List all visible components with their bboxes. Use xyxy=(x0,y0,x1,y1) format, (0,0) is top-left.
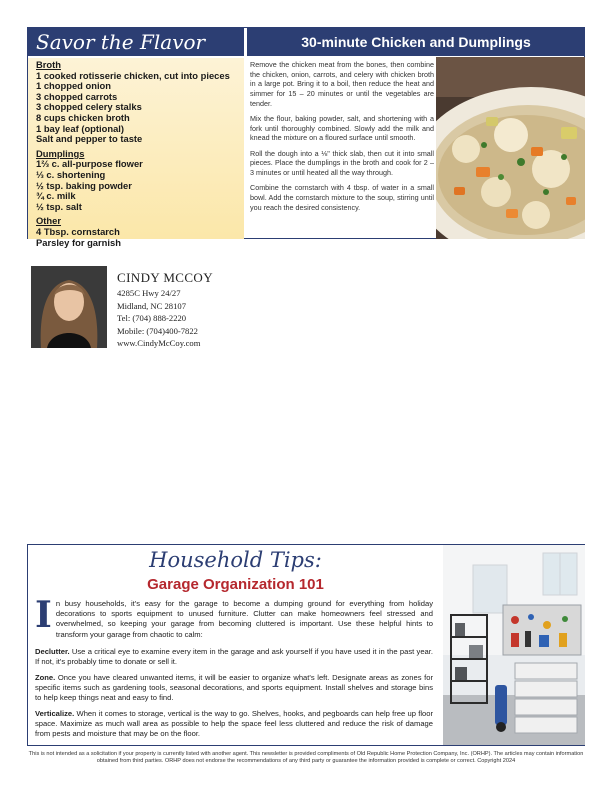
agent-address: 4285C Hwy 24/27 xyxy=(117,288,181,298)
tips-body xyxy=(35,594,433,745)
recipe-step: Roll the dough into a ⅛" thick slab, then cut it into small pieces. Place the dumplings in the broth and cook for 2 – 3 minutes or until heated all the way through. xyxy=(250,148,434,178)
ingredient-item: ¾ c. milk xyxy=(36,190,76,202)
garage-photo xyxy=(443,545,585,745)
tips-intro xyxy=(35,594,433,640)
agent-avatar xyxy=(31,266,107,348)
ingredient-item: ½ tsp. salt xyxy=(36,200,82,212)
tips-subtitle: Garage Organization 101 xyxy=(147,576,324,593)
recipe-step: Combine the cornstarch with 4 tbsp. of water in a small bowl. Add the cornstarch mixture to the soup, stirring until you reach the desired consistency. xyxy=(250,183,434,212)
tip-label: Verticalize. xyxy=(35,708,75,718)
agent-name: CINDY MCCOY xyxy=(117,270,214,285)
ingredient-item: 3 chopped carrots xyxy=(36,90,118,102)
agent-contact-block xyxy=(117,270,213,350)
household-tips-panel xyxy=(27,544,585,746)
recipe-step: Remove the chicken meat from the bones, then combine the chicken, onion, carrots, and celery with chicken broth in a large pot. Bring it to a boil, then reduce the heat and simmer for 15 – 20 minutes or until the vegetables are tender. xyxy=(250,60,434,108)
ingredient-item: Parsley for garnish xyxy=(36,236,121,248)
ingredient-item: 1⅔ c. all-purpose flower xyxy=(36,158,143,170)
ingredients-list xyxy=(28,58,244,248)
tip-text: Use a critical eye to examine every item in the garage and ask yourself if you have used it in the past year. If not, it's probably time to donate or sell it. xyxy=(35,646,433,667)
recipe-panel xyxy=(27,27,585,248)
agent-website-link[interactable]: www.CindyMcCoy.com xyxy=(117,338,201,349)
recipe-steps xyxy=(250,60,434,218)
recipe-step: Mix the flour, baking powder, salt, and shortening with a fork until thoroughly combined. Slowly add the milk and knead the mixture on a floured surface until smooth. xyxy=(250,114,434,143)
tip-item xyxy=(35,709,433,740)
ingredient-item: 1 bay leaf (optional) xyxy=(36,122,125,134)
tips-intro-text: n busy households, it's easy for the garage to become a dumping ground for everything from holiday decorations to sports equipment to unused furniture. Clutter can make homeowners feel stressed and overwhelmed, so keeping your garage from becoming cluttered is important. Use these helpful hints to transform your garage from chaotic to calm: xyxy=(55,599,433,639)
ingredient-section-heading: Broth xyxy=(36,59,61,70)
ingredient-item: 8 cups chicken broth xyxy=(36,111,130,123)
tip-text: When it comes to storage, vertical is the way to go. Shelves, hooks, and pegboards can help free up floor space. Maximize as much wall area as possible to help the space feel less cluttered and reduce the risk of damage from pests and moisture that may be on the floor. xyxy=(35,708,433,739)
dumplings-photo xyxy=(436,57,585,239)
recipe-title: 30-minute Chicken and Dumplings xyxy=(247,28,585,56)
tips-title: Household Tips: xyxy=(149,548,322,572)
tip-label: Zone. xyxy=(35,672,56,682)
ingredient-item: ⅓ c. shortening xyxy=(36,168,106,180)
ingredient-item: Salt and pepper to taste xyxy=(36,133,143,145)
ingredient-item: 4 Tbsp. cornstarch xyxy=(36,225,120,237)
agent-phone: Tel: (704) 888-2220 xyxy=(117,313,187,324)
ingredient-item: 1 chopped onion xyxy=(36,80,111,92)
ingredient-item: ½ tsp. baking powder xyxy=(36,179,132,191)
section-header: Savor the Flavor xyxy=(28,28,244,56)
ingredient-section-heading: Dumplings xyxy=(36,147,85,159)
drop-cap: I xyxy=(35,594,52,636)
ingredient-section-heading: Other xyxy=(36,215,62,227)
ingredient-item: 1 cooked rotisserie chicken, cut into pieces xyxy=(36,69,230,81)
tip-item xyxy=(35,647,433,667)
agent-city: Midland, NC 28107 xyxy=(117,300,186,311)
tip-label: Declutter. xyxy=(35,646,70,656)
ingredient-item: 3 chopped celery stalks xyxy=(36,101,142,113)
tip-item xyxy=(35,673,433,704)
agent-mobile: Mobile: (704)400-7822 xyxy=(117,325,198,336)
tip-text: Once you have cleared unwanted items, it will be easier to organize what's left. Designate areas as zones for specific items such as gardening tools, seasonal decorations, and sports equipment. Install shelves and storage bins to help keep things neat and easy to find. xyxy=(35,672,433,703)
footer-disclaimer: This is not intended as a solicitation if your property is currently listed with another agent. This newsletter is provided compliments of Old Republic Home Protection Company, Inc. (ORHP). The articles may contain information obtained from third parties. ORHP does not endorse the recommendations of any third party or guarantee the information provided is complete or correct. Copyright 2024 xyxy=(28,751,584,765)
